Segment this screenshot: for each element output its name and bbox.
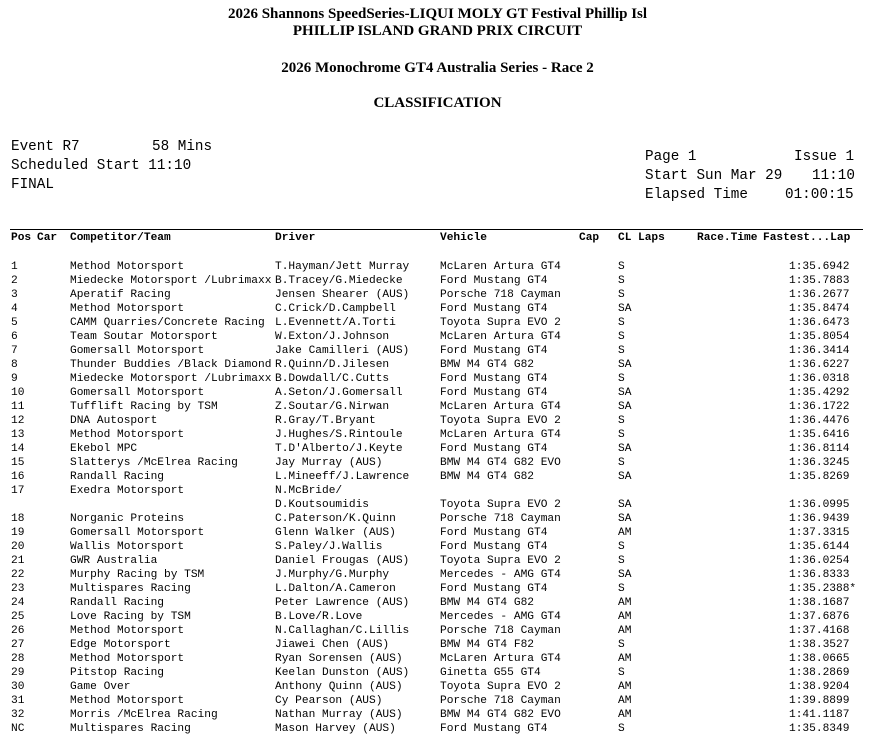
cell-team: Method Motorsport xyxy=(70,625,185,637)
cell-class: SA xyxy=(618,471,632,483)
cell-class: SA xyxy=(618,303,632,315)
cell-class: AM xyxy=(618,681,632,693)
cell-team: Murphy Racing by TSM xyxy=(70,569,205,581)
cell-pos: 14 xyxy=(11,443,25,455)
cell-fastest-time: 1:37.6876 xyxy=(789,611,850,623)
cell-fastest-time: 1:35.6144 xyxy=(789,541,850,553)
cell-fastest-time: 1:36.0995 xyxy=(789,499,850,511)
cell-vehicle: Ford Mustang GT4 xyxy=(440,345,548,357)
cell-pos: 7 xyxy=(11,345,18,357)
cell-vehicle: Mercedes - AMG GT4 xyxy=(440,569,561,581)
cell-class: SA xyxy=(618,359,632,371)
cell-pos: 22 xyxy=(11,569,25,581)
cell-vehicle: McLaren Artura GT4 xyxy=(440,261,561,273)
cell-pos: 18 xyxy=(11,513,25,525)
cell-driver: L.Dalton/A.Cameron xyxy=(275,583,396,595)
race-title: 2026 Monochrome GT4 Australia Series - Race 2 xyxy=(281,60,594,76)
cell-class: S xyxy=(618,261,625,273)
cell-fastest-time: 1:38.9204 xyxy=(789,681,850,693)
cell-pos: 17 xyxy=(11,485,25,497)
cell-driver: N.McBride/ xyxy=(275,485,343,497)
cell-team: GWR Australia xyxy=(70,555,158,567)
col-fastest: Fastest...Lap xyxy=(763,232,851,244)
cell-team: Method Motorsport xyxy=(70,303,185,315)
cell-pos: 5 xyxy=(11,317,18,329)
cell-driver: J.Murphy/G.Murphy xyxy=(275,569,390,581)
col-pos: Pos xyxy=(11,232,32,244)
scheduled-start: Scheduled Start 11:10 xyxy=(11,158,192,174)
cell-pos: 4 xyxy=(11,303,18,315)
cell-fastest-time: 1:37.3315 xyxy=(789,527,850,539)
elapsed-label: Elapsed Time xyxy=(645,187,748,203)
cell-driver: Peter Lawrence (AUS) xyxy=(275,597,410,609)
cell-fastest-time: 1:36.8333 xyxy=(789,569,850,581)
cell-team: DNA Autosport xyxy=(70,415,158,427)
cell-vehicle: BMW M4 GT4 G82 xyxy=(440,471,534,483)
cell-pos: 26 xyxy=(11,625,25,637)
cell-fastest-time: 1:36.9439 xyxy=(789,513,850,525)
cell-driver: D.Koutsoumidis xyxy=(275,499,369,511)
cell-fastest-time: 1:36.6227 xyxy=(789,359,850,371)
col-car: Car xyxy=(37,232,58,244)
cell-driver: R.Quinn/D.Jilesen xyxy=(275,359,390,371)
cell-pos: 12 xyxy=(11,415,25,427)
cell-driver: Ryan Sorensen (AUS) xyxy=(275,653,403,665)
cell-team: Multispares Racing xyxy=(70,583,191,595)
cell-vehicle: Toyota Supra EVO 2 xyxy=(440,415,561,427)
cell-class: S xyxy=(618,415,625,427)
cell-fastest-time: 1:36.3414 xyxy=(789,345,850,357)
header-divider xyxy=(10,229,863,230)
cell-class: S xyxy=(618,583,625,595)
cell-pos: 13 xyxy=(11,429,25,441)
cell-team: Exedra Motorsport xyxy=(70,485,185,497)
cell-team: Method Motorsport xyxy=(70,261,185,273)
cell-driver: Jiawei Chen (AUS) xyxy=(275,639,390,651)
cell-team: CAMM Quarries/Concrete Racing xyxy=(70,317,265,329)
cell-pos: 20 xyxy=(11,541,25,553)
cell-team: Game Over xyxy=(70,681,131,693)
cell-team: Ekebol MPC xyxy=(70,443,138,455)
cell-team: Gomersall Motorsport xyxy=(70,345,205,357)
cell-team: Method Motorsport xyxy=(70,695,185,707)
cell-class: S xyxy=(618,667,625,679)
cell-pos: 23 xyxy=(11,583,25,595)
cell-class: S xyxy=(618,373,625,385)
cell-pos: 9 xyxy=(11,373,18,385)
cell-team: Method Motorsport xyxy=(70,653,185,665)
cell-team: Randall Racing xyxy=(70,471,164,483)
cell-pos: 30 xyxy=(11,681,25,693)
cell-class: AM xyxy=(618,527,632,539)
cell-fastest-time: 1:36.0254 xyxy=(789,555,850,567)
cell-team: Randall Racing xyxy=(70,597,164,609)
cell-vehicle: Toyota Supra EVO 2 xyxy=(440,317,561,329)
cell-driver: B.Love/R.Love xyxy=(275,611,363,623)
cell-pos: 19 xyxy=(11,527,25,539)
cell-vehicle: Ford Mustang GT4 xyxy=(440,387,548,399)
cell-driver: Jake Camilleri (AUS) xyxy=(275,345,410,357)
cell-driver: Z.Soutar/G.Nirwan xyxy=(275,401,390,413)
cell-driver: R.Gray/T.Bryant xyxy=(275,415,376,427)
cell-fastest-time: 1:35.7883 xyxy=(789,275,850,287)
cell-fastest-time: 1:36.1722 xyxy=(789,401,850,413)
cell-vehicle: Mercedes - AMG GT4 xyxy=(440,611,561,623)
cell-fastest-time: 1:36.0318 xyxy=(789,373,850,385)
cell-class: S xyxy=(618,457,625,469)
cell-vehicle: Toyota Supra EVO 2 xyxy=(440,681,561,693)
cell-pos: 28 xyxy=(11,653,25,665)
cell-team: Wallis Motorsport xyxy=(70,541,185,553)
cell-driver: Jay Murray (AUS) xyxy=(275,457,383,469)
col-racetime: Race.Time xyxy=(697,232,758,244)
cell-pos: 15 xyxy=(11,457,25,469)
cell-vehicle: Ford Mustang GT4 xyxy=(440,527,548,539)
cell-vehicle: BMW M4 GT4 G82 EVO xyxy=(440,457,561,469)
event-duration: 58 Mins xyxy=(152,139,213,155)
cell-vehicle: McLaren Artura GT4 xyxy=(440,429,561,441)
circuit-title: PHILLIP ISLAND GRAND PRIX CIRCUIT xyxy=(292,23,583,39)
cell-class: SA xyxy=(618,443,632,455)
cell-fastest-time: 1:35.6942 xyxy=(789,261,850,273)
cell-driver: A.Seton/J.Gomersall xyxy=(275,387,403,399)
cell-fastest-time: 1:35.2388* xyxy=(789,583,857,595)
cell-vehicle: Ford Mustang GT4 xyxy=(440,723,548,735)
col-laps: Laps xyxy=(638,232,665,244)
cell-driver: L.Mineeff/J.Lawrence xyxy=(275,471,410,483)
cell-driver: Nathan Murray (AUS) xyxy=(275,709,403,721)
cell-team: Edge Motorsport xyxy=(70,639,171,651)
cell-vehicle: Ford Mustang GT4 xyxy=(440,373,548,385)
event-title: 2026 Shannons SpeedSeries-LIQUI MOLY GT Festival Phillip Isl xyxy=(227,6,648,22)
elapsed-value: 01:00:15 xyxy=(785,187,854,203)
cell-pos: 8 xyxy=(11,359,18,371)
cell-vehicle: Porsche 718 Cayman xyxy=(440,695,561,707)
cell-pos: 25 xyxy=(11,611,25,623)
cell-team: Team Soutar Motorsport xyxy=(70,331,218,343)
cell-class: S xyxy=(618,541,625,553)
result-status: FINAL xyxy=(11,177,54,193)
cell-team: Norganic Proteins xyxy=(70,513,185,525)
cell-driver: C.Crick/D.Campbell xyxy=(275,303,396,315)
cell-class: S xyxy=(618,723,625,735)
cell-team: Miedecke Motorsport /Lubrimaxx xyxy=(70,275,272,287)
cell-fastest-time: 1:36.3245 xyxy=(789,457,850,469)
cell-vehicle: Ginetta G55 GT4 xyxy=(440,667,541,679)
cell-class: SA xyxy=(618,513,632,525)
cell-pos: 21 xyxy=(11,555,25,567)
cell-vehicle: McLaren Artura GT4 xyxy=(440,331,561,343)
cell-driver: C.Paterson/K.Quinn xyxy=(275,513,396,525)
cell-team: Method Motorsport xyxy=(70,429,185,441)
cell-driver: Cy Pearson (AUS) xyxy=(275,695,383,707)
cell-class: SA xyxy=(618,569,632,581)
cell-class: SA xyxy=(618,401,632,413)
cell-vehicle: Toyota Supra EVO 2 xyxy=(440,555,561,567)
cell-pos: 16 xyxy=(11,471,25,483)
cell-class: S xyxy=(618,639,625,651)
cell-driver: S.Paley/J.Wallis xyxy=(275,541,383,553)
cell-fastest-time: 1:37.4168 xyxy=(789,625,850,637)
cell-team: Miedecke Motorsport /Lubrimaxx xyxy=(70,373,272,385)
cell-pos: 32 xyxy=(11,709,25,721)
cell-fastest-time: 1:38.1687 xyxy=(789,597,850,609)
cell-team: Slatterys /McElrea Racing xyxy=(70,457,238,469)
cell-team: Gomersall Motorsport xyxy=(70,527,205,539)
cell-pos: 11 xyxy=(11,401,25,413)
cell-fastest-time: 1:36.4476 xyxy=(789,415,850,427)
cell-vehicle: BMW M4 GT4 F82 xyxy=(440,639,534,651)
cell-class: S xyxy=(618,429,625,441)
cell-pos: NC xyxy=(11,723,25,735)
cell-vehicle: Toyota Supra EVO 2 xyxy=(440,499,561,511)
cell-driver: Anthony Quinn (AUS) xyxy=(275,681,403,693)
cell-pos: 31 xyxy=(11,695,25,707)
cell-team: Gomersall Motorsport xyxy=(70,387,205,399)
cell-driver: L.Evennett/A.Torti xyxy=(275,317,396,329)
cell-pos: 1 xyxy=(11,261,18,273)
cell-pos: 29 xyxy=(11,667,25,679)
cell-vehicle: BMW M4 GT4 G82 xyxy=(440,359,534,371)
cell-vehicle: Ford Mustang GT4 xyxy=(440,275,548,287)
cell-driver: Keelan Dunston (AUS) xyxy=(275,667,410,679)
cell-class: S xyxy=(618,345,625,357)
cell-driver: T.Hayman/Jett Murray xyxy=(275,261,410,273)
issue-number: Issue 1 xyxy=(794,149,855,165)
cell-vehicle: Ford Mustang GT4 xyxy=(440,303,548,315)
cell-vehicle: Ford Mustang GT4 xyxy=(440,583,548,595)
cell-pos: 2 xyxy=(11,275,18,287)
cell-vehicle: Ford Mustang GT4 xyxy=(440,541,548,553)
cell-team: Tufflift Racing by TSM xyxy=(70,401,218,413)
cell-team: Pitstop Racing xyxy=(70,667,164,679)
cell-pos: 10 xyxy=(11,387,25,399)
cell-team: Thunder Buddies /Black Diamond xyxy=(70,359,272,371)
cell-driver: B.Tracey/G.Miedecke xyxy=(275,275,403,287)
start-time: 11:10 xyxy=(812,168,855,184)
cell-team: Morris /McElrea Racing xyxy=(70,709,218,721)
cell-class: SA xyxy=(618,387,632,399)
cell-team: Aperatif Racing xyxy=(70,289,171,301)
cell-class: AM xyxy=(618,625,632,637)
cell-fastest-time: 1:36.2677 xyxy=(789,289,850,301)
start-label: Start Sun Mar 29 xyxy=(645,168,783,184)
col-team: Competitor/Team xyxy=(70,232,171,244)
cell-driver: W.Exton/J.Johnson xyxy=(275,331,390,343)
cell-fastest-time: 1:35.6416 xyxy=(789,429,850,441)
cell-fastest-time: 1:36.6473 xyxy=(789,317,850,329)
cell-driver: Jensen Shearer (AUS) xyxy=(275,289,410,301)
cell-vehicle: Porsche 718 Cayman xyxy=(440,513,561,525)
cell-vehicle: McLaren Artura GT4 xyxy=(440,401,561,413)
cell-class: S xyxy=(618,275,625,287)
cell-fastest-time: 1:41.1187 xyxy=(789,709,850,721)
cell-class: AM xyxy=(618,653,632,665)
cell-fastest-time: 1:35.4292 xyxy=(789,387,850,399)
cell-driver: Glenn Walker (AUS) xyxy=(275,527,396,539)
cell-vehicle: BMW M4 GT4 G82 EVO xyxy=(440,709,561,721)
cell-driver: N.Callaghan/C.Lillis xyxy=(275,625,410,637)
cell-team: Love Racing by TSM xyxy=(70,611,191,623)
cell-class: S xyxy=(618,555,625,567)
cell-driver: T.D'Alberto/J.Keyte xyxy=(275,443,403,455)
event-label: Event R7 xyxy=(11,139,80,155)
cell-fastest-time: 1:35.8349 xyxy=(789,723,850,735)
cell-fastest-time: 1:35.8054 xyxy=(789,331,850,343)
col-cl: CL xyxy=(618,232,632,244)
cell-fastest-time: 1:35.8474 xyxy=(789,303,850,315)
cell-fastest-time: 1:38.2869 xyxy=(789,667,850,679)
classification-title: CLASSIFICATION xyxy=(373,95,502,111)
cell-vehicle: Porsche 718 Cayman xyxy=(440,289,561,301)
cell-class: S xyxy=(618,289,625,301)
cell-vehicle: Porsche 718 Cayman xyxy=(440,625,561,637)
col-cap: Cap xyxy=(579,232,600,244)
cell-class: S xyxy=(618,331,625,343)
cell-vehicle: BMW M4 GT4 G82 xyxy=(440,597,534,609)
cell-driver: Mason Harvey (AUS) xyxy=(275,723,396,735)
cell-vehicle: McLaren Artura GT4 xyxy=(440,653,561,665)
cell-fastest-time: 1:38.3527 xyxy=(789,639,850,651)
col-vehicle: Vehicle xyxy=(440,232,487,244)
cell-driver: B.Dowdall/C.Cutts xyxy=(275,373,390,385)
cell-pos: 24 xyxy=(11,597,25,609)
cell-team: Multispares Racing xyxy=(70,723,191,735)
cell-fastest-time: 1:39.8899 xyxy=(789,695,850,707)
cell-vehicle: Ford Mustang GT4 xyxy=(440,443,548,455)
col-driver: Driver xyxy=(275,232,316,244)
cell-driver: J.Hughes/S.Rintoule xyxy=(275,429,403,441)
cell-driver: Daniel Frougas (AUS) xyxy=(275,555,410,567)
cell-fastest-time: 1:35.8269 xyxy=(789,471,850,483)
cell-pos: 3 xyxy=(11,289,18,301)
cell-class: AM xyxy=(618,695,632,707)
cell-class: AM xyxy=(618,709,632,721)
cell-pos: 6 xyxy=(11,331,18,343)
column-headers xyxy=(0,232,851,246)
cell-class: SA xyxy=(618,499,632,511)
cell-pos: 27 xyxy=(11,639,25,651)
cell-class: AM xyxy=(618,611,632,623)
page-number: Page 1 xyxy=(645,149,697,165)
cell-fastest-time: 1:36.8114 xyxy=(789,443,850,455)
cell-class: S xyxy=(618,317,625,329)
cell-fastest-time: 1:38.0665 xyxy=(789,653,850,665)
cell-class: AM xyxy=(618,597,632,609)
